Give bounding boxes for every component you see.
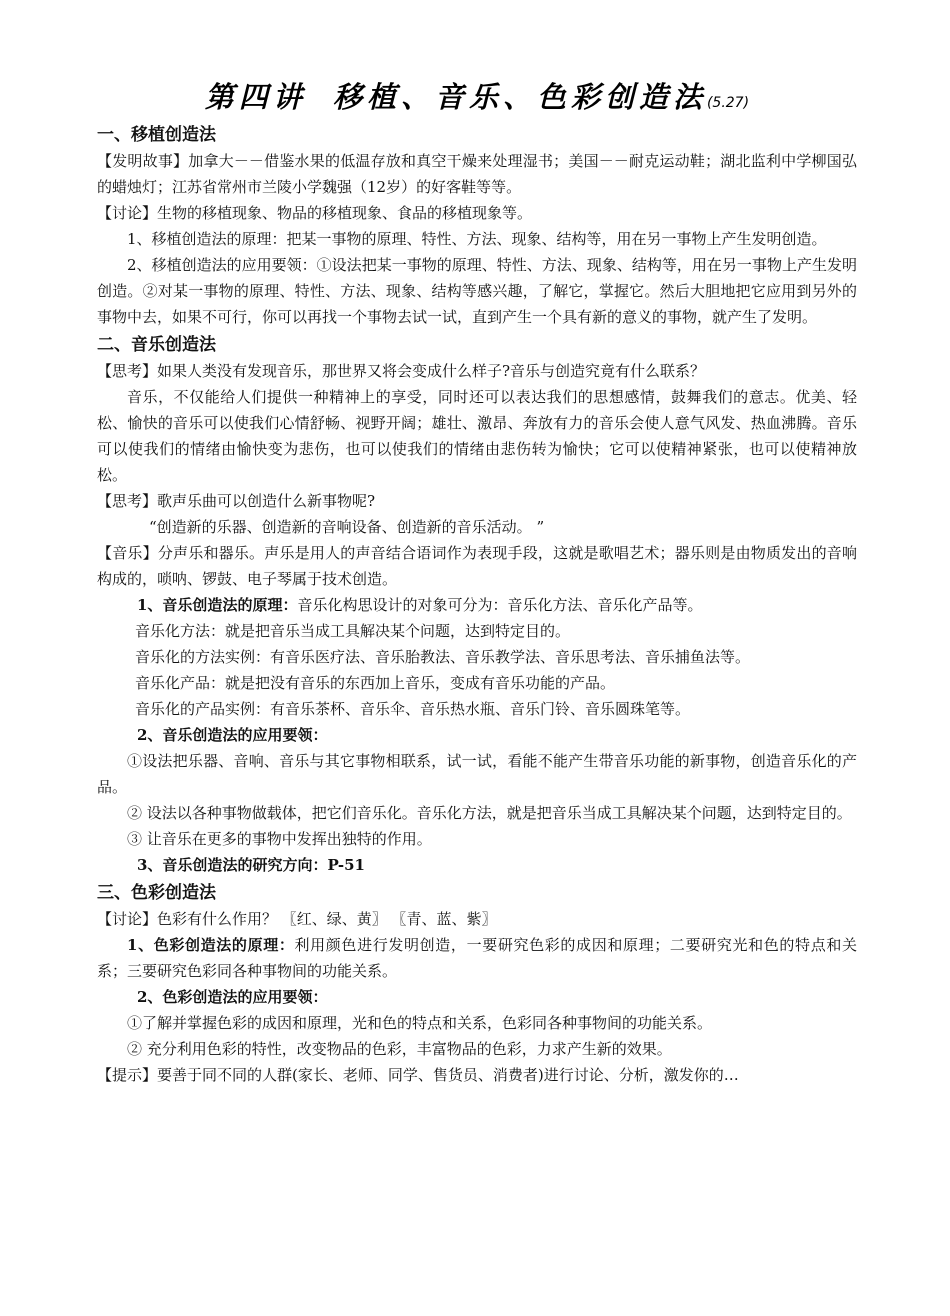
title-date: (5.27) xyxy=(706,95,750,111)
music-application-2: ② 设法以各种事物做载体，把它们音乐化。音乐化方法，就是把音乐当成工具解决某个问题，达到特定目的。 xyxy=(127,804,852,822)
music-principle: 1、音乐创造法的原理：音乐化构思设计的对象可分为：音乐化方法、音乐化产品等。 xyxy=(137,596,703,614)
invention-story-paragraph: 【发明故事】加拿大－－借鉴水果的低温存放和真空干燥来处理湿书；美国－－耐克运动鞋；湖北监利中学柳国弘的蜡烛灯；江苏省常州市兰陵小学魏强（12岁）的好客鞋等等。 xyxy=(97,152,857,196)
music-method-examples: 音乐化的方法实例：有音乐医疗法、音乐胎教法、音乐教学法、音乐思考法、音乐捕鱼法等。 xyxy=(135,648,751,666)
think-paragraph-1: 【思考】如果人类没有发现音乐，那世界又将会变成什么样子?音乐与创造究竟有什么联系？ xyxy=(97,362,706,380)
title-topic: 移植、音乐、色彩创造法 xyxy=(332,80,707,114)
section-heading-music: 二、音乐创造法 xyxy=(97,335,216,355)
tip-paragraph: 【提示】要善于同不同的人群(家长、老师、同学、售货员、消费者)进行讨论、分析，激发你的… xyxy=(97,1066,739,1084)
document-page xyxy=(97,0,857,1088)
music-research-direction: 3、音乐创造法的研究方向：P-51 xyxy=(137,856,365,874)
section-heading-transplant: 一、移植创造法 xyxy=(97,125,216,145)
transplant-principle: 1、移植创造法的原理：把某一事物的原理、特性、方法、现象、结构等，用在另一事物上产生发明创造。 xyxy=(127,230,827,248)
page-title xyxy=(97,74,857,120)
think-tag: 【思考】 xyxy=(97,492,158,510)
music-tag: 【音乐】 xyxy=(97,544,158,562)
music-quote: “创造新的乐器、创造新的音响设备、创造新的音乐活动。 ” xyxy=(149,518,545,536)
color-application-1: ①了解并掌握色彩的成因和原理，光和色的特点和关系，色彩同各种事物间的功能关系。 xyxy=(127,1014,713,1032)
tip-tag: 【提示】 xyxy=(97,1066,158,1084)
discussion-paragraph: 【讨论】生物的移植现象、物品的移植现象、食品的移植现象等。 xyxy=(97,204,533,222)
music-product-def: 音乐化产品：就是把没有音乐的东西加上音乐，变成有音乐功能的产品。 xyxy=(135,674,616,692)
section-heading-color: 三、色彩创造法 xyxy=(97,883,216,903)
music-application-1: ①设法把乐器、音响、音乐与其它事物相联系，试一试，看能不能产生带音乐功能的新事物，创造音乐化的产品。 xyxy=(97,752,857,796)
music-product-examples: 音乐化的产品实例：有音乐茶杯、音乐伞、音乐热水瓶、音乐门铃、音乐圆珠笔等。 xyxy=(135,700,691,718)
music-application-3: ③ 让音乐在更多的事物中发挥出独特的作用。 xyxy=(127,830,432,848)
color-application-label: 2、色彩创造法的应用要领： xyxy=(137,988,328,1006)
music-definition: 【音乐】分声乐和器乐。声乐是用人的声音结合语词作为表现手段，这就是歌唱艺术；器乐则是由物质发出的音响构成的，唢呐、锣鼓、电子琴属于技术创造。 xyxy=(97,544,857,588)
think-paragraph-2: 【思考】歌声乐曲可以创造什么新事物呢? xyxy=(97,492,376,510)
music-description: 音乐，不仅能给人们提供一种精神上的享受，同时还可以表达我们的思想感情，鼓舞我们的意志。优美、轻松、愉快的音乐可以使我们心情舒畅、视野开阔；雄壮、激昂、奔放有力的音乐会使人意气风发、热血沸腾。音乐可以使我们的情绪由愉快变为悲伤，也可以使我们的情绪由悲伤转为愉快；它可以使精神紧张，也可以使精神放松。 xyxy=(97,388,857,484)
story-tag: 【发明故事】 xyxy=(97,152,189,170)
color-principle-label: 1、色彩创造法的原理： xyxy=(127,936,295,954)
music-application-label: 2、音乐创造法的应用要领： xyxy=(137,726,328,744)
think-tag: 【思考】 xyxy=(97,362,158,380)
title-lecture: 第四讲 xyxy=(204,80,307,114)
music-principle-label: 1、音乐创造法的原理： xyxy=(137,596,298,614)
color-application-2: ② 充分利用色彩的特性，改变物品的色彩，丰富物品的色彩，力求产生新的效果。 xyxy=(127,1040,672,1058)
music-method-def: 音乐化方法：就是把音乐当成工具解决某个问题，达到特定目的。 xyxy=(135,622,571,640)
transplant-application: 2、移植创造法的应用要领：①设法把某一事物的原理、特性、方法、现象、结构等，用在另一事物上产生发明创造。②对某一事物的原理、特性、方法、现象、结构等感兴趣，了解它，掌握它。然后大胆地把它应用到另外的事物中去，如果不可行，你可以再找一个事物去试一试，直到产生一个具有新的意义的事物，就产生了发明。 xyxy=(97,256,857,326)
color-discussion: 【讨论】色彩有什么作用？ 〖红、绿、黄〗 〖青、蓝、紫〗 xyxy=(97,910,497,928)
discuss-tag: 【讨论】 xyxy=(97,910,158,928)
color-principle: 1、色彩创造法的原理：利用颜色进行发明创造，一要研究色彩的成因和原理；二要研究光和色的特点和关系；三要研究色彩同各种事物间的功能关系。 xyxy=(97,936,857,980)
discuss-tag: 【讨论】 xyxy=(97,204,158,222)
